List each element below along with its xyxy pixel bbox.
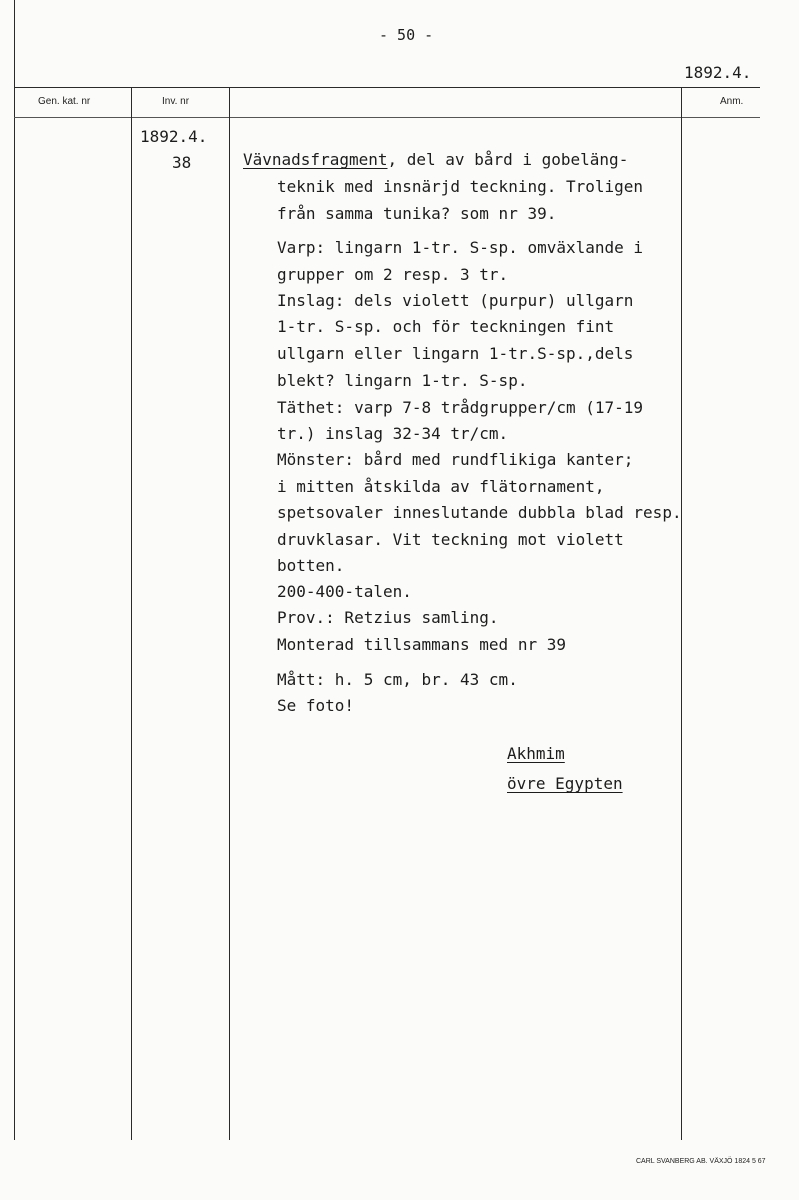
description-line: Se foto!	[277, 696, 355, 715]
description-line: grupper om 2 resp. 3 tr.	[277, 265, 509, 284]
description-line: Vävnadsfragment, del av bård i gobeläng-	[243, 150, 629, 169]
description-line: från samma tunika? som nr 39.	[277, 204, 557, 223]
description-line: 1-tr. S-sp. och för teckningen fint	[277, 317, 615, 336]
description-line: druvklasar. Vit teckning mot violett	[277, 530, 624, 549]
description-line: spetsovaler inneslutande dubbla blad resp.	[277, 503, 682, 522]
title: Vävnadsfragment	[243, 150, 388, 169]
description-line: Varp: lingarn 1-tr. S-sp. omväxlande i	[277, 238, 644, 257]
header-anm: Anm.	[720, 96, 744, 107]
description-line: ullgarn eller lingarn 1-tr.S-sp.,dels	[277, 344, 634, 363]
description	[243, 150, 763, 715]
description-line: Prov.: Retzius samling.	[277, 608, 499, 627]
description-line: Mått: h. 5 cm, br. 43 cm.	[277, 670, 518, 689]
description-line: Inslag: dels violett (purpur) ullgarn	[277, 291, 634, 310]
left-edge-rule	[14, 0, 15, 1140]
inv-prefix: 1892.4.	[140, 127, 208, 146]
description-line: tr.) inslag 32-34 tr/cm.	[277, 424, 509, 443]
description-line: Täthet: varp 7-8 trådgrupper/cm (17-19	[277, 398, 644, 417]
place-line-1: Akhmim	[507, 744, 565, 763]
header-bottom-rule	[14, 117, 760, 118]
description-line: i mitten åtskilda av flätornament,	[277, 477, 605, 496]
header-gen-kat: Gen. kat. nr	[38, 96, 91, 107]
page-number: - 50 -	[379, 26, 434, 44]
description-line: 200-400-talen.	[277, 582, 412, 601]
printer-mark: CARL SVANBERG AB. VÄXJÖ 1824 5 67	[636, 1158, 766, 1165]
description-line: Mönster: bård med rundflikiga kanter;	[277, 450, 634, 469]
description-line: teknik med insnärjd teckning. Troligen	[277, 177, 644, 196]
description-line: blekt? lingarn 1-tr. S-sp.	[277, 371, 528, 390]
description-line: botten.	[277, 556, 345, 575]
top-right-number: 1892.4.	[684, 63, 752, 82]
header-top-rule	[14, 87, 760, 88]
header-inv: Inv. nr	[162, 96, 190, 107]
column-rule-1	[131, 87, 132, 1140]
description-line: Monterad tillsammans med nr 39	[277, 635, 566, 654]
inv-number: 38	[172, 153, 192, 172]
column-rule-2	[229, 87, 230, 1140]
place-line-2: övre Egypten	[507, 774, 623, 793]
